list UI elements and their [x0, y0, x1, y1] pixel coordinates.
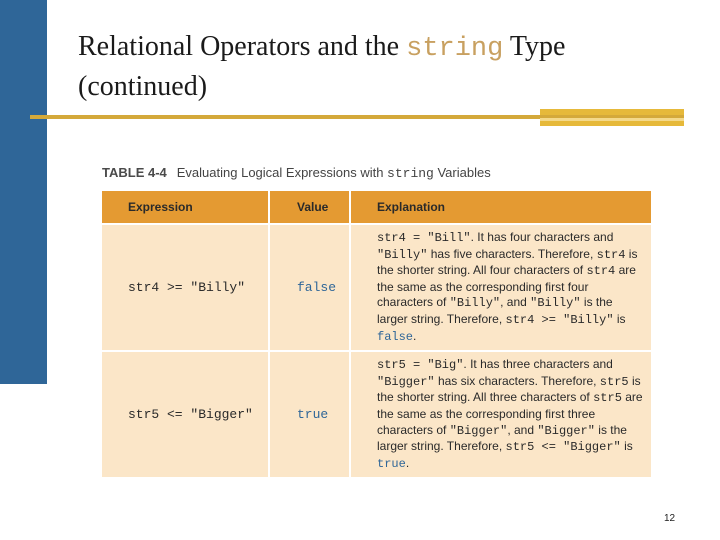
- table-label: TABLE 4-4: [102, 165, 167, 180]
- title-text-end: Type: [503, 31, 566, 62]
- header-value: Value: [269, 191, 350, 224]
- table-row: [102, 351, 651, 477]
- table-row: [102, 224, 651, 351]
- slide-title: [78, 28, 565, 106]
- title-text: Relational Operators and the: [78, 31, 407, 62]
- table-caption: [102, 165, 491, 181]
- caption-text-end: Variables: [433, 165, 491, 180]
- caption-text: Evaluating Logical Expressions with: [176, 165, 388, 180]
- value-cell: true: [269, 351, 350, 477]
- page-number: 12: [664, 513, 676, 524]
- explanation-cell: str5 = "Big". It has three characters and "Bigger" has six characters. Therefore, str5 is the shorter string. All three characters of str5 are the same as the corresponding first three characters of "Bigger", and "Bigger" is the larger string. Therefore, str5 <= "Bigger" is true.: [350, 351, 651, 477]
- expression-cell: str4 >= "Billy": [102, 224, 269, 351]
- expression-cell: str5 <= "Bigger": [102, 351, 269, 477]
- logical-expressions-table: [102, 191, 651, 477]
- explanation-cell: str4 = "Bill". It has four characters and "Billy" has five characters. Therefore, str4 is the shorter string. All four characters of str4 are the same as the corresponding first four characters of "Billy", and "Billy" is the larger string. Therefore, str4 >= "Billy" is false.: [350, 224, 651, 351]
- header-explanation: Explanation: [350, 191, 651, 224]
- caption-code: string: [387, 166, 434, 181]
- title-rule-accent-highlight: [540, 118, 684, 121]
- value-cell: false: [269, 224, 350, 351]
- table-header-row: [102, 191, 651, 224]
- title-code: string: [406, 34, 504, 64]
- header-expression: Expression: [102, 191, 269, 224]
- title-line2: (continued): [78, 71, 208, 102]
- left-sidebar-bar: [0, 0, 47, 384]
